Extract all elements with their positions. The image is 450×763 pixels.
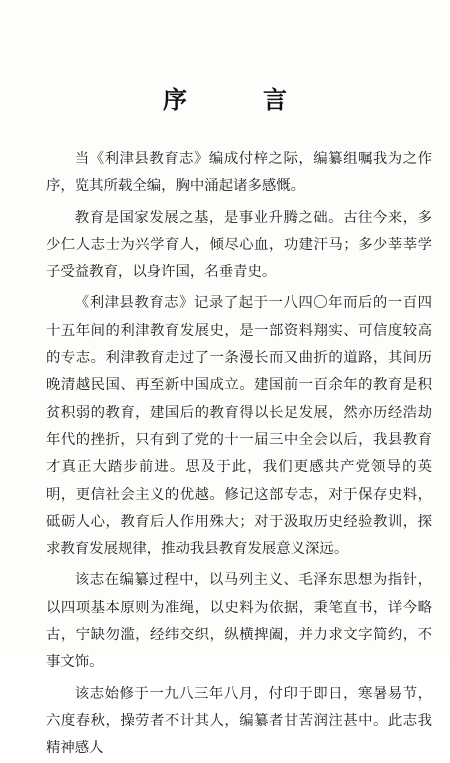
preface-body [46,146,432,763]
paragraph-2: 教育是国家发展之基，是事业升腾之础。古往今来，多少仁人志士为兴学育人，倾尽心血，功建汗马；多少莘莘学子受益教育，以身许国，名垂青史。 [46,209,432,281]
paragraph-4: 该志在编纂过程中，以马列主义、毛泽东思想为指针，以四项基本原则为准绳，以史料为依据，秉笔直书，详今略古，宁缺勿滥，经纬交织，纵横捭阖，并力求文字简约，不事文饰。 [46,572,432,671]
paragraph-5: 该志始修于一九八三年八月，付印于即日，寒暑易节，六度春秋，操劳者不计其人，编纂者甘苦润注甚中。此志我精神感人 [46,685,432,757]
paragraph-1: 当《利津县教育志》编成付梓之际，编纂组嘱我为之作序，览其所载全编，胸中涌起诸多感慨。 [46,151,432,195]
paragraph-3: 《利津县教育志》记录了起于一八四〇年而后的一百四十五年间的利津教育发展史，是一部资料翔实、可信度较高的专志。利津教育走过了一条漫长而又曲折的道路，其间历晚清越民国、再至新中国成立。建国前一百余年的教育是积贫积弱的教育，建国后的教育得以长足发展，然亦历经浩劫年代的挫折，只有到了党的十一届三中全会以后，我县教育才真正大踏步前进。思及于此，我们更感共产党领导的英明，更信社会主义的优越。修记这部专志，对于保存史料，砥砺人心，教育后人作用殊大；对于汲取历史经验教训，探求教育发展规律，推动我县教育发展意义深远。 [46,295,432,558]
page-title: 序 言 [163,85,313,114]
